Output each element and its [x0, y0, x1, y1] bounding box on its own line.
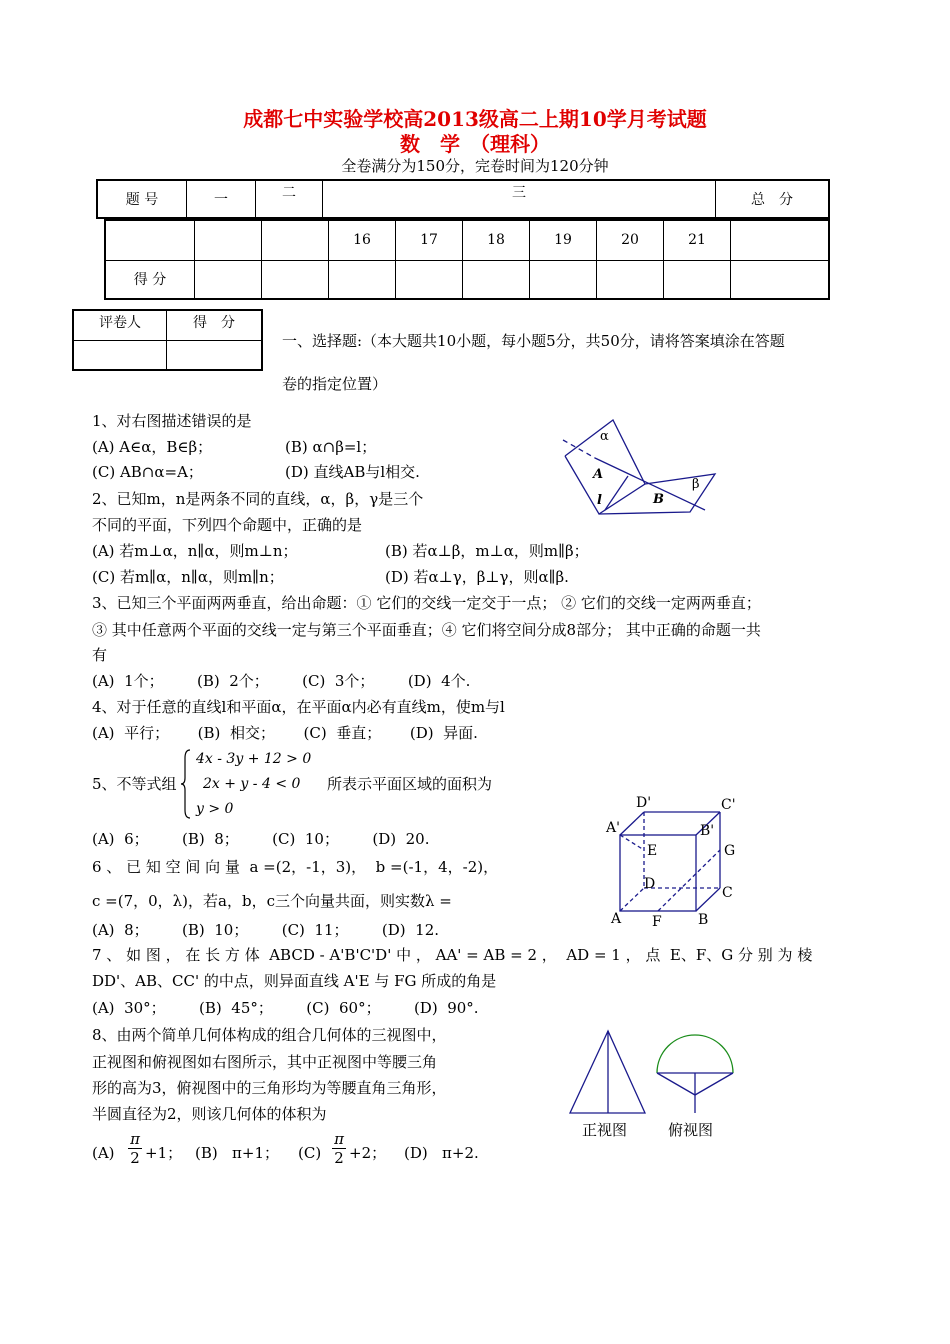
q2-stem-2: 不同的平面，下列四个命题中，正确的是 [92, 516, 363, 534]
q6-options: (A) 8； (B) 10； (C) 11； (D) 12. [92, 921, 440, 939]
point-E: E [647, 843, 658, 859]
q6-stem-2: c =(7，0，λ)，若a，b，c三个向量共面，则实数λ = [92, 892, 452, 910]
col-question-no: 题 号 [97, 180, 187, 218]
q7-stem-2: DD'、AB、CC' 的中点，则异面直线 A'E 与 FG 所成的角是 [92, 972, 497, 990]
col-part-one: 一 [187, 180, 256, 218]
q8-option-b: (B) π+1； [195, 1144, 280, 1162]
q3-stem-3: 有 [92, 646, 108, 664]
q8-option-d: (D) π+2. [404, 1144, 479, 1162]
vertex-Dp: D' [636, 795, 652, 811]
q5-brace [180, 748, 192, 820]
q8-stem-3: 形的高为3，俯视图中的三角形均为等腰直角三角形， [92, 1079, 447, 1097]
q3-stem-1: 3、已知三个平面两两垂直，给出命题：① 它们的交线一定交于一点； ② 它们的交线一定两两垂直； [92, 594, 761, 612]
cuboid-figure [600, 792, 750, 932]
q8-option-a-tail: +1； [145, 1144, 183, 1162]
q3-stem-2: ③ 其中任意两个平面的交线一定与第三个平面垂直；④ 它们将空间分成8部分； 其中正确的命题一共 [92, 621, 761, 639]
q8-option-a-fraction [128, 1130, 142, 1167]
q8-stem-1: 8、由两个简单几何体构成的组合几何体的三视图中， [92, 1026, 447, 1044]
q2-option-b: (B) 若α⊥β，m⊥α，则m∥β； [385, 542, 589, 560]
grader-reviewer: 评卷人 [73, 310, 167, 340]
q5-inequality-3: y > 0 [196, 801, 234, 817]
vertex-Ap: A' [606, 820, 620, 836]
score-row-label: 得 分 [105, 260, 195, 299]
exam-info: 全卷满分为150分，完卷时间为120分钟 [341, 157, 609, 175]
three-view-figure [560, 1025, 750, 1145]
grader-score: 得 分 [167, 310, 263, 340]
col-20: 20 [597, 220, 664, 260]
fraction-denominator: 2 [128, 1148, 142, 1167]
col-total: 总 分 [716, 180, 830, 218]
label-alpha: α [600, 429, 609, 444]
col-17: 17 [396, 220, 463, 260]
q8-option-c-label: (C) [298, 1144, 322, 1162]
top-view-label: 俯视图 [668, 1121, 714, 1139]
q5-inequality-1: 4x - 3y + 12 > 0 [196, 751, 312, 767]
label-beta: β [692, 477, 700, 492]
planes-figure [555, 418, 725, 518]
q2-option-d: (D) 若α⊥γ，β⊥γ，则α∥β. [385, 568, 569, 586]
vertex-A: A [611, 911, 622, 927]
q1-option-b: (B) α∩β=l； [285, 438, 377, 456]
q2-option-c: (C) 若m∥α，n∥α，则m∥n； [92, 568, 284, 586]
q8-stem-4: 半圆直径为2，则该几何体的体积为 [92, 1105, 327, 1123]
q1-option-a: (A) A∈α，B∈β； [92, 438, 213, 456]
q5-inequality-2: 2x + y - 4 < 0 [203, 776, 301, 792]
q2-stem-1: 2、已知m，n是两条不同的直线，α，β，γ是三个 [92, 490, 424, 508]
q8-stem-2: 正视图和俯视图如右图所示，其中正视图中等腰三角 [92, 1053, 438, 1071]
q5-prefix: 5、不等式组 [92, 775, 177, 793]
section-heading: 一、选择题:（本大题共10小题，每小题5分，共50分，请将答案填涂在答题 [282, 332, 785, 350]
q7-stem-1: 7 、 如 图 ， 在 长 方 体 ABCD - A'B'C'D' 中 ， AA' = AB = 2 ， AD = 1 ， 点 E、F、G 分 别 为 棱 [92, 946, 813, 964]
q1-stem: 1、对右图描述错误的是 [92, 412, 252, 430]
score-table-body [104, 219, 830, 300]
col-21: 21 [664, 220, 731, 260]
section-heading-cont: 卷的指定位置） [282, 375, 388, 393]
point-G: G [724, 843, 736, 859]
label-A: A [593, 467, 604, 482]
q5-options: (A) 6； (B) 8； (C) 10； (D) 20. [92, 830, 430, 848]
q4-stem: 4、对于任意的直线l和平面α，在平面α内必有直线m，使m与l [92, 698, 505, 716]
point-F: F [652, 914, 662, 930]
col-part-three: 三 [323, 180, 716, 218]
vertex-B: B [698, 912, 709, 928]
fraction-numerator: π [130, 1130, 140, 1148]
label-B: B [653, 492, 664, 507]
front-view-label: 正视图 [582, 1121, 628, 1139]
col-16: 16 [329, 220, 396, 260]
q3-options: (A) 1个； (B) 2个； (C) 3个； (D) 4个. [92, 672, 471, 690]
score-table-header [96, 179, 830, 219]
q6-stem-1: 6 、 已 知 空 间 向 量 a =(2，-1，3)， b =(-1，4，-2)， [92, 858, 499, 876]
q8-option-c-fraction [332, 1130, 346, 1167]
q7-options: (A) 30°； (B) 45°； (C) 60°； (D) 90°. [92, 999, 479, 1017]
grader-table [72, 309, 263, 371]
fraction-numerator: π [334, 1130, 344, 1148]
q8-option-a-label: (A) [92, 1144, 115, 1162]
col-part-two: 二 [256, 180, 323, 218]
col-18: 18 [463, 220, 530, 260]
col-19: 19 [530, 220, 597, 260]
vertex-Bp: B' [700, 823, 715, 839]
q5-suffix: 所表示平面区域的面积为 [327, 775, 493, 793]
exam-title: 成都七中实验学校高2013级高二上期10学月考试题 [243, 107, 707, 131]
q2-option-a: (A) 若m⊥α，n∥α，则m⊥n； [92, 542, 298, 560]
vertex-Cp: C' [721, 797, 736, 813]
label-l: l [597, 493, 602, 508]
vertex-C: C [722, 885, 733, 901]
q4-options: (A) 平行； (B) 相交； (C) 垂直； (D) 异面. [92, 724, 478, 742]
q8-option-c-tail: +2； [349, 1144, 387, 1162]
q1-option-d: (D) 直线AB与l相交. [285, 463, 420, 481]
vertex-D: D [644, 876, 656, 892]
subject-title: 数 学 （理科） [400, 132, 550, 156]
q1-option-c: (C) AB∩α=A； [92, 463, 203, 481]
fraction-denominator: 2 [332, 1148, 346, 1167]
